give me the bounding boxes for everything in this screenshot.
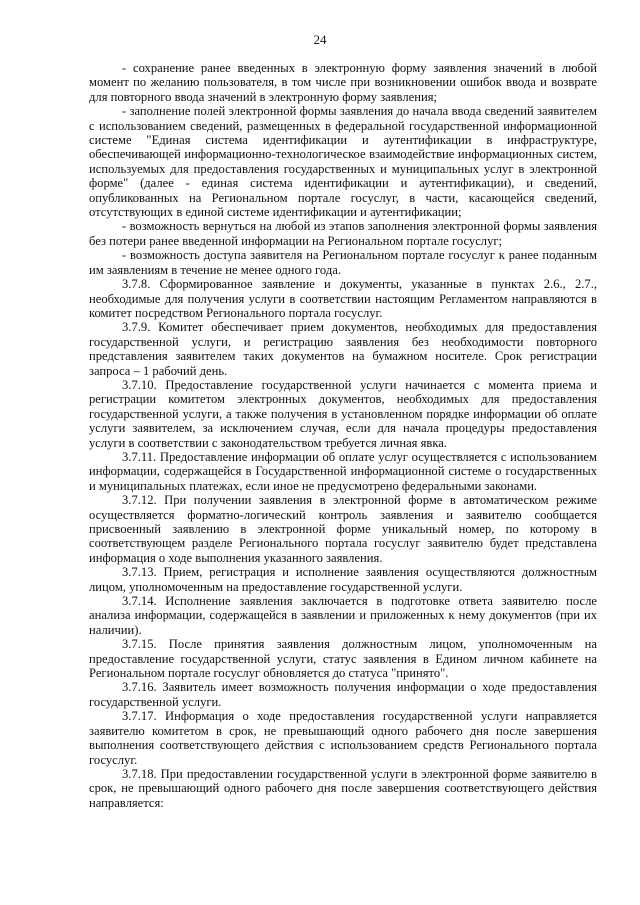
page-number: 24 bbox=[313, 32, 327, 47]
paragraph-3-7-17: 3.7.17. Информация о ходе предоставления государственной услуги направляется заявителю комитетом в срок, не превышающий одного рабочего дня после завершения выполнения соответствующего действия с использованием средств Регионального портала госуслуг. bbox=[89, 709, 597, 767]
paragraph-3-7-11: 3.7.11. Предоставление информации об оплате услуг осуществляется с использованием информации, содержащейся в Государственной информационной системе о государственных и муниципальных платежах, если иное не предусмотрено федеральными законами. bbox=[89, 449, 597, 493]
paragraph-3-7-12: 3.7.12. При получении заявления в электронной форме в автоматическом режиме осуществляется форматно-логический контроль заявления и заявителю сообщается присвоенный заявлению в электронной форме уникальный номер, по которому в соответствующем разделе Регионального портала госуслуг заявителю будет представлена информация о ходе выполнения указанного заявления. bbox=[89, 493, 597, 565]
paragraph-3-7-18: 3.7.18. При предоставлении государственной услуги в электронной форме заявителю в срок, не превышающий одного рабочего дня после завершения соответствующего действия направляется: bbox=[89, 766, 597, 810]
paragraph-3-7-10: 3.7.10. Предоставление государственной услуги начинается с момента приема и регистрации комитетом электронных документов, необходимых для предоставления государственной услуги, а также получения в установленном порядке информации об оплате услуги заявителем, за исключением случая, если для начала процедуры предоставления услуги в соответствии с законодательством требуется личная явка. bbox=[89, 377, 597, 450]
document-body bbox=[89, 61, 597, 810]
paragraph: - заполнение полей электронной формы заявления до начала ввода сведений заявителем с использованием сведений, размещенных в федеральной государственной информационной системе "Единая система идентификации и аутентификации в инфраструктуре, обеспечивающей информационно-технологическое взаимодействие информационных систем, используемых для предоставления государственных и муниципальных услуг в электронной форме" (далее - единая система идентификации и аутентификации), и сведений, опубликованных на Региональном портале госуслуг, в части, касающейся сведений, отсутствующих в единой системе идентификации и аутентификации; bbox=[89, 104, 597, 220]
paragraph-3-7-9: 3.7.9. Комитет обеспечивает прием документов, необходимых для предоставления государственной услуги, и регистрацию заявления без необходимости повторного представления заявителем таких документов на бумажном носителе. Срок регистрации запроса – 1 рабочий день. bbox=[89, 320, 597, 378]
paragraph-3-7-14: 3.7.14. Исполнение заявления заключается в подготовке ответа заявителю после анализа информации, содержащейся в заявлении и приложенных к нему документов (при их наличии). bbox=[89, 594, 597, 637]
paragraph: - сохранение ранее введенных в электронную форму заявления значений в любой момент по желанию пользователя, в том числе при возникновении ошибок ввода и возврате для повторного ввода значений в электронную форму заявления; bbox=[89, 61, 597, 104]
paragraph-3-7-13: 3.7.13. Прием, регистрация и исполнение заявления осуществляются должностным лицом, уполномоченным на предоставление государственной услуги. bbox=[89, 565, 597, 594]
paragraph: - возможность вернуться на любой из этапов заполнения электронной формы заявления без потери ранее введенной информации на Региональном портале госуслуг; bbox=[89, 219, 597, 248]
paragraph-3-7-16: 3.7.16. Заявитель имеет возможность получения информации о ходе предоставления государственной услуги. bbox=[89, 680, 597, 709]
paragraph-3-7-8: 3.7.8. Сформированное заявление и документы, указанные в пунктах 2.6., 2.7., необходимые для получения услуги в соответствии настоящим Регламентом направляются в комитет посредством Регионального портала госуслуг. bbox=[89, 277, 597, 320]
paragraph-3-7-15: 3.7.15. После принятия заявления должностным лицом, уполномоченным на предоставление государственной услуги, статус заявления в Едином личном кабинете на Региональном портале госуслуг обновляется до статуса "принято". bbox=[89, 637, 597, 681]
paragraph: - возможность доступа заявителя на Региональном портале госуслуг к ранее поданным им заявлениям в течение не менее одного года. bbox=[89, 248, 597, 277]
